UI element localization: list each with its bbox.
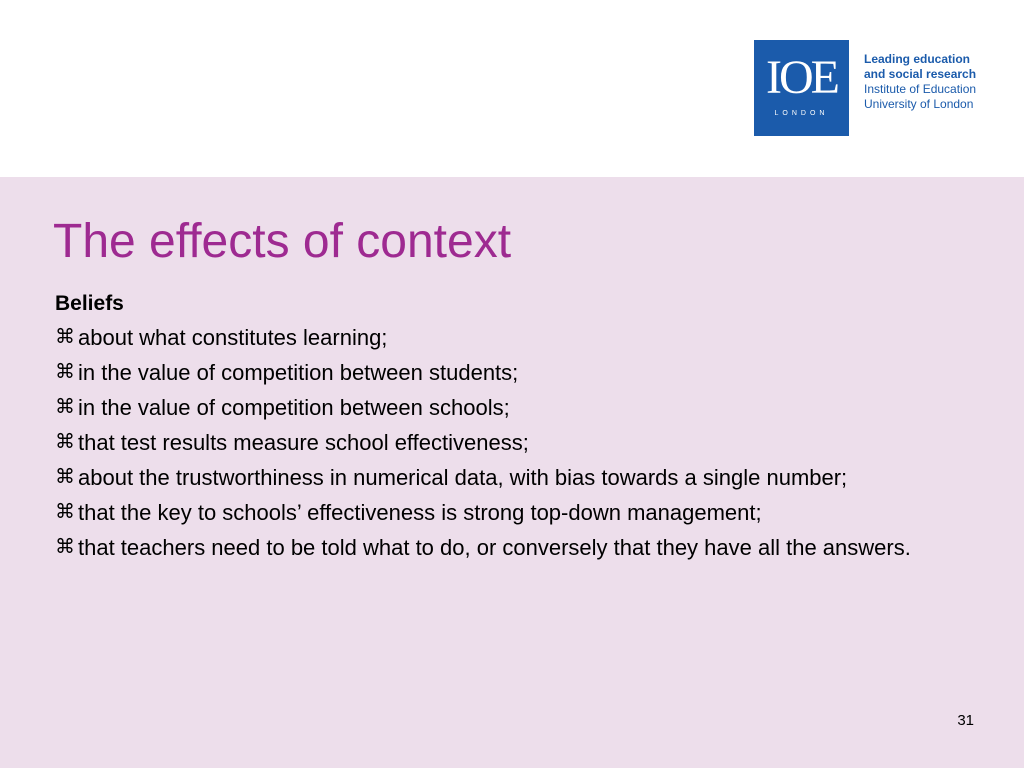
bullet-text: about the trustworthiness in numerical data, with bias towards a single number;: [78, 465, 848, 490]
beliefs-subheading: Beliefs: [55, 292, 124, 315]
bullet-item: [55, 428, 1005, 457]
bullet-text: about what constitutes learning;: [78, 325, 388, 350]
bullet-item: [55, 358, 1005, 387]
bullet-text: that the key to schools’ effectiveness is strong top-down management;: [78, 500, 762, 525]
logo-institution-line2: University of London: [864, 97, 974, 111]
logo-tagline-line2: and social research: [864, 67, 977, 81]
command-bullet-icon: ⌘: [55, 536, 75, 558]
ioe-logo-box: [754, 40, 849, 136]
bullet-item: [55, 323, 1005, 352]
bullet-item: [55, 498, 1005, 527]
ioe-logo: [754, 40, 984, 136]
ioe-logo-city: LONDON: [774, 110, 829, 117]
command-bullet-icon: ⌘: [55, 431, 75, 453]
ioe-logo-mark: IOE: [766, 51, 837, 104]
bullet-text: that test results measure school effectiveness;: [78, 430, 529, 455]
command-bullet-icon: ⌘: [55, 466, 75, 488]
command-bullet-icon: ⌘: [55, 501, 75, 523]
bullet-item: [55, 533, 1005, 562]
command-bullet-icon: ⌘: [55, 361, 75, 383]
beliefs-bullet-list: [55, 323, 1005, 568]
logo-tagline-line1: Leading education: [864, 52, 971, 66]
bullet-text: that teachers need to be told what to do, or conversely that they have all the answers.: [78, 535, 911, 560]
ioe-logo-text: [864, 52, 984, 112]
command-bullet-icon: ⌘: [55, 326, 75, 348]
bullet-text: in the value of competition between students;: [78, 360, 519, 385]
bullet-item: [55, 393, 1005, 422]
bullet-text: in the value of competition between schools;: [78, 395, 510, 420]
page-number: 31: [957, 712, 974, 729]
logo-institution-line1: Institute of Education: [864, 82, 977, 96]
command-bullet-icon: ⌘: [55, 396, 75, 418]
bullet-item: [55, 463, 1005, 492]
slide-title: The effects of context: [53, 215, 512, 268]
